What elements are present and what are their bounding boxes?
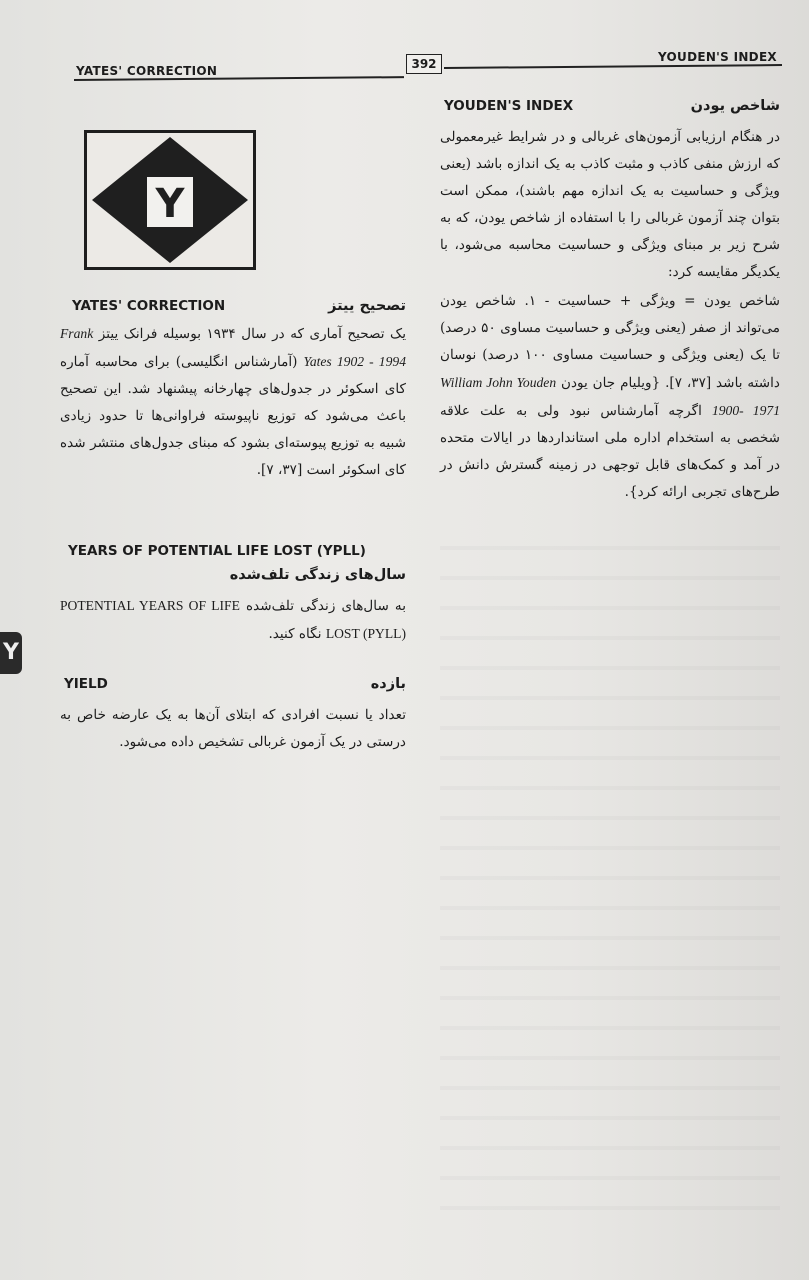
running-header-right: YOUDEN'S INDEX — [657, 50, 777, 64]
yates-paragraph — [60, 320, 406, 484]
yates-title-en: YATES' CORRECTION — [72, 298, 226, 314]
youden-paragraph-2 — [440, 288, 780, 506]
yates-title-fa: تصحیح ییتز — [328, 298, 406, 314]
ypll-p1-part-a: به سال‌های زندگی تلف‌شده — [246, 598, 406, 614]
yates-latin-name: Frank Yates 1902 - 1994 — [60, 326, 406, 369]
yield-heading-row — [64, 676, 406, 692]
bleed-through-text — [440, 520, 780, 1220]
youden-latin-name: William John Youden 1900- 1971 — [440, 375, 780, 418]
youden-title-fa: شاخص یودن — [690, 98, 780, 114]
ypll-p1-part-b: نگاه کنید. — [268, 626, 322, 642]
yates-heading-row — [72, 298, 406, 314]
youden-paragraph-1: در هنگام ارزیابی آزمون‌های غربالی و در شرایط غیرمعمولی که ارزش منفی کاذب و مثبت کاذب به یک اندازه باشد (یعنی ویژگی و حساسیت به یک اندازه مهم باشند)، ممکن است بتوان چند آزمون غربالی را با استفاده از شاخص یودن، که به شرح زیر بر مبنای ویژگی و حساسیت محاسبه می‌شود، با یکدیگر مقایسه کرد: — [440, 129, 780, 280]
running-header-left: YATES' CORRECTION — [76, 64, 218, 78]
letter-y-diamond-icon — [87, 133, 253, 267]
yield-title-fa: بازده — [370, 676, 406, 692]
yield-paragraph: تعداد یا نسبت افرادی که ابتلای آن‌ها به یک عارضه خاص به درستی در یک آزمون غربالی تشخیص داده می‌شود. — [60, 707, 406, 750]
yield-entry — [60, 702, 406, 756]
ypll-latin-ref: POTENTIAL YEARS OF LIFE LOST (PYLL) — [60, 598, 406, 641]
header-rule-right — [444, 64, 782, 69]
page-number: 392 — [406, 54, 442, 74]
youden-p2-part-b: اگرچه آمارشناس نبود ولی به علت علاقه شخصی به استخدام اداره ملی استانداردها در ایالات متحده در آمد و کمک‌های قابل توجهی در زمینه گسترش دانش در طرح‌های تجربی ارائه کرد}. — [440, 403, 780, 500]
yates-p1-part-b: (آمارشناس انگلیسی) برای محاسبه آماره کای اسکوئر در جدول‌های چهارخانه پیشنهاد شد. این تصحیح باعث می‌شود که توزیع ناپیوسته فراوانی‌ها تا حدود زیادی شبیه به توزیع پیوسته‌ای بشود که مبنای جدول‌های منتشر شده کای اسکوئر است [۳۷، ۷]. — [60, 354, 406, 478]
ypll-title-en: YEARS OF POTENTIAL LIFE LOST (YPLL) — [68, 543, 366, 559]
logo-letter: Y — [155, 181, 185, 227]
ypll-heading-en-row — [68, 540, 408, 559]
ypll-paragraph — [60, 592, 406, 648]
yield-title-en: YIELD — [64, 676, 108, 692]
youden-p2-part-a: شاخص یودن = ویژگی + حساسیت - ۱. شاخص یودن می‌تواند از صفر (یعنی ویژگی و حساسیت مساوی ۵۰ درصد) تا یک (یعنی ویژگی و حساسیت مساوی ۱۰۰ درصد) نوسان داشته باشد [۳۷، ۷]. {ویلیام جان یودن — [440, 293, 781, 391]
section-logo-box — [84, 130, 256, 270]
thumb-index-tab: Y — [0, 632, 22, 674]
yates-p1-part-a: یک تصحیح آماری که در سال ۱۹۳۴ بوسیله فرانک ییتز — [98, 326, 407, 342]
youden-title-en: YOUDEN'S INDEX — [444, 98, 574, 114]
youden-entry — [440, 124, 780, 506]
ypll-heading-fa-row — [60, 564, 406, 583]
youden-heading-row — [444, 98, 780, 114]
yates-entry — [60, 320, 406, 484]
ypll-entry — [60, 592, 406, 648]
ypll-title-fa: سال‌های زندگی تلف‌شده — [229, 567, 406, 583]
